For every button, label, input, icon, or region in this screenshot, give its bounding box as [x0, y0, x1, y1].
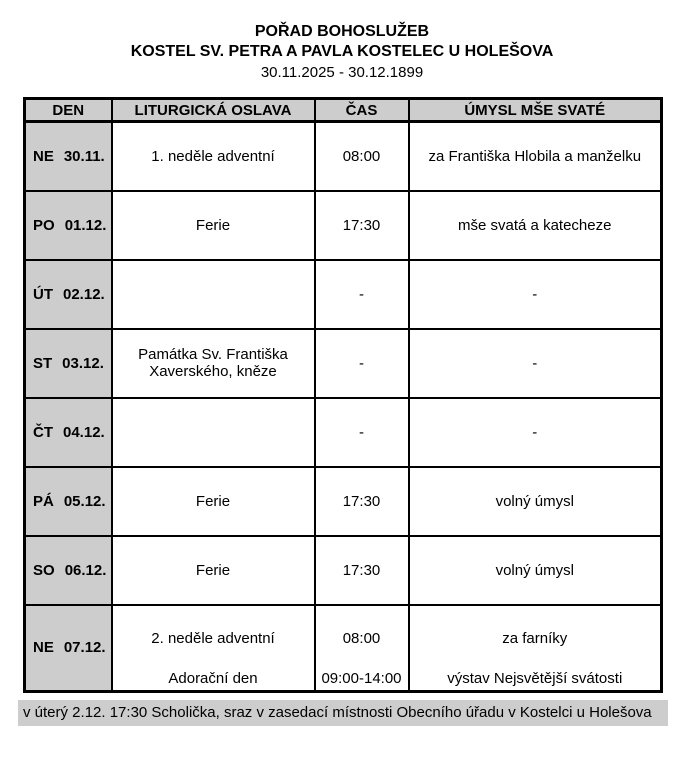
time-cell: 17:30 — [315, 536, 409, 605]
column-header-liturgical-celebration: LITURGICKÁ OSLAVA — [112, 99, 315, 122]
day-cell — [25, 122, 112, 191]
table-row — [25, 467, 662, 536]
footer-note: v úterý 2.12. 17:30 Scholička, sraz v zasedací místnosti Obecního úřadu v Kostelci u Holešova — [18, 700, 668, 726]
time-cell: 17:30 — [315, 467, 409, 536]
day-date: 07.12. — [63, 639, 106, 657]
intention-line-2: výstav Nejsvětější svátosti — [447, 670, 623, 688]
intention-line-1: za farníky — [502, 629, 568, 647]
celebration-cell: 1. neděle adventní — [112, 122, 315, 191]
day-abbr: SO — [33, 561, 55, 579]
column-header-mass-intention: ÚMYSL MŠE SVATÉ — [409, 99, 662, 122]
celebration-cell: Ferie — [112, 191, 315, 260]
column-header-time: ČAS — [315, 99, 409, 122]
day-cell — [25, 467, 112, 536]
intention-cell: za Františka Hlobila a manželku — [409, 122, 662, 191]
day-date: 06.12. — [64, 561, 107, 579]
church-name: KOSTEL SV. PETRA A PAVLA KOSTELEC U HOLEŠOVA — [130, 43, 554, 60]
time-cell: - — [315, 260, 409, 329]
intention-cell: mše svatá a katecheze — [409, 191, 662, 260]
day-abbr: PÁ — [33, 492, 54, 510]
celebration-cell: Ferie — [112, 467, 315, 536]
table-row — [25, 398, 662, 467]
schedule-table — [23, 97, 663, 693]
day-cell — [25, 398, 112, 467]
intention-cell: volný úmysl — [409, 467, 662, 536]
time-cell: - — [315, 329, 409, 398]
day-abbr: ČT — [33, 423, 53, 441]
day-date: 03.12. — [62, 354, 104, 372]
day-date: 05.12. — [63, 492, 106, 510]
time-line-1: 08:00 — [342, 629, 381, 647]
table-row — [25, 605, 662, 692]
celebration-line-1: 2. neděle adventní — [151, 629, 275, 647]
time-cell: - — [315, 398, 409, 467]
column-header-den: DEN — [25, 99, 112, 122]
table-row — [25, 191, 662, 260]
table-row — [25, 122, 662, 191]
celebration-line-2: Adorační den — [168, 670, 258, 688]
day-cell — [25, 260, 112, 329]
time-line-2: 09:00-14:00 — [321, 670, 402, 688]
day-abbr: PO — [33, 216, 55, 234]
day-cell — [25, 191, 112, 260]
day-abbr: NE — [33, 639, 54, 657]
page-title: POŘAD BOHOSLUŽEB — [254, 23, 430, 40]
celebration-cell — [112, 605, 315, 692]
table-row — [25, 536, 662, 605]
date-range: 30.11.2025 - 30.12.1899 — [260, 64, 424, 81]
day-cell — [25, 605, 112, 692]
celebration-cell — [112, 260, 315, 329]
intention-cell: - — [409, 260, 662, 329]
day-cell — [25, 536, 112, 605]
title-block — [0, 22, 684, 83]
day-abbr: NE — [33, 147, 54, 165]
day-abbr: ST — [33, 354, 53, 372]
day-date: 04.12. — [63, 423, 105, 441]
intention-cell: - — [409, 329, 662, 398]
time-cell — [315, 605, 409, 692]
day-date: 01.12. — [64, 216, 107, 234]
celebration-cell: Ferie — [112, 536, 315, 605]
time-cell: 17:30 — [315, 191, 409, 260]
day-date: 30.11. — [63, 147, 105, 165]
intention-cell: volný úmysl — [409, 536, 662, 605]
celebration-cell: Památka Sv. Františka Xaverského, kněze — [112, 329, 315, 398]
time-cell: 08:00 — [315, 122, 409, 191]
celebration-cell — [112, 398, 315, 467]
table-header-row — [25, 99, 662, 122]
day-cell — [25, 329, 112, 398]
day-date: 02.12. — [63, 285, 105, 303]
intention-cell: - — [409, 398, 662, 467]
table-row — [25, 260, 662, 329]
table-row — [25, 329, 662, 398]
day-abbr: ÚT — [33, 285, 53, 303]
intention-cell — [409, 605, 662, 692]
